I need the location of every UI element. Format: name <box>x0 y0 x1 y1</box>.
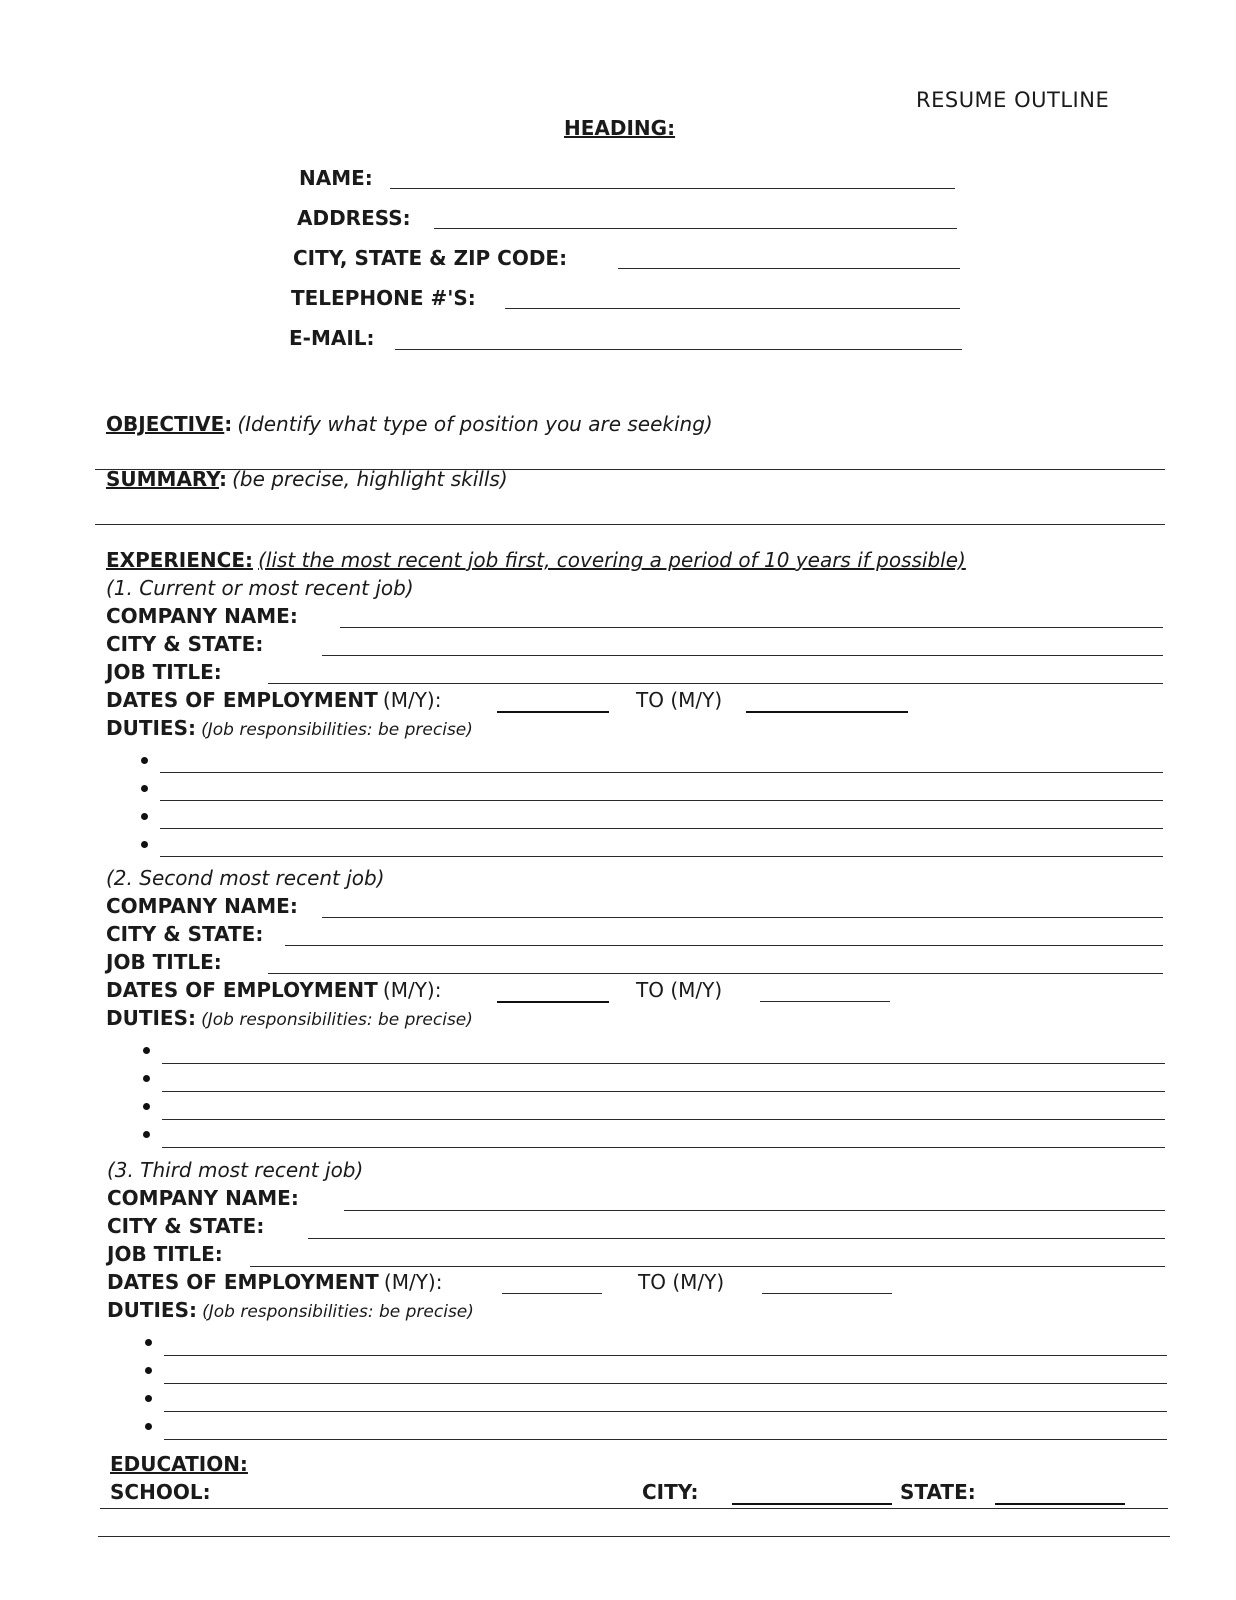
job-1-company-field[interactable] <box>340 627 1163 628</box>
job-2-duty-bullet <box>143 1131 150 1138</box>
summary-row <box>106 467 508 491</box>
objective-label: OBJECTIVE <box>106 412 225 436</box>
document-title: RESUME OUTLINE <box>916 88 1110 112</box>
job-1-duties-row <box>106 716 473 740</box>
summary-colon: : <box>218 467 227 491</box>
objective-hint: (Identify what type of position you are seeking) <box>237 412 713 436</box>
job-2-caption: (2. Second most recent job) <box>106 866 385 890</box>
experience-label: EXPERIENCE: <box>106 548 253 572</box>
job-3-job-title-label: JOB TITLE: <box>107 1242 223 1266</box>
school-label: SCHOOL: <box>110 1480 211 1504</box>
job-3-duty-bullet <box>145 1339 152 1346</box>
job-3-job-title-field[interactable] <box>250 1266 1165 1267</box>
education-extra-line[interactable] <box>98 1536 1170 1537</box>
job-3-city-state-field[interactable] <box>308 1238 1165 1239</box>
job-1-duties-label: DUTIES: <box>106 716 196 740</box>
job-2-company-label: COMPANY NAME: <box>106 894 298 918</box>
job-3-caption: (3. Third most recent job) <box>107 1158 364 1182</box>
job-1-to-label: TO (M/Y) <box>636 688 723 712</box>
address-label: ADDRESS: <box>297 206 411 230</box>
job-1-duty-bullet <box>141 785 148 792</box>
job-3-start-date-field[interactable] <box>502 1293 602 1294</box>
address-field[interactable] <box>434 228 957 229</box>
job-3-dates-unit: (M/Y): <box>383 1270 443 1294</box>
job-2-job-title-label: JOB TITLE: <box>106 950 222 974</box>
job-2-duty-bullet <box>143 1075 150 1082</box>
job-1-end-date-field[interactable] <box>746 711 908 713</box>
job-3-end-date-field[interactable] <box>762 1293 892 1294</box>
education-state-field[interactable] <box>995 1503 1125 1505</box>
job-1-dates-row <box>106 688 441 712</box>
job-2-duty-field[interactable] <box>162 1119 1165 1120</box>
job-2-duty-bullet <box>143 1103 150 1110</box>
job-1-duties-hint: (Job responsibilities: be precise) <box>201 720 473 740</box>
school-field[interactable] <box>100 1508 1168 1509</box>
telephone-label: TELEPHONE #'S: <box>291 286 476 310</box>
job-2-company-field[interactable] <box>322 917 1163 918</box>
job-1-duty-field[interactable] <box>160 772 1163 773</box>
objective-row <box>106 412 713 436</box>
job-3-to-label: TO (M/Y) <box>638 1270 725 1294</box>
job-2-dates-label: DATES OF EMPLOYMENT <box>106 978 378 1002</box>
job-1-dates-label: DATES OF EMPLOYMENT <box>106 688 378 712</box>
education-label: EDUCATION: <box>110 1452 248 1476</box>
job-3-company-field[interactable] <box>344 1210 1165 1211</box>
job-3-duty-bullet <box>145 1423 152 1430</box>
email-label: E-MAIL: <box>289 326 375 350</box>
job-2-job-title-field[interactable] <box>268 973 1163 974</box>
job-2-duties-label: DUTIES: <box>106 1006 196 1030</box>
job-3-duty-bullet <box>145 1395 152 1402</box>
job-2-duties-hint: (Job responsibilities: be precise) <box>201 1010 473 1030</box>
job-1-duty-bullet <box>141 813 148 820</box>
job-3-duties-row <box>107 1298 474 1322</box>
education-city-field[interactable] <box>732 1503 892 1505</box>
state-label: STATE: <box>900 1480 976 1504</box>
job-1-city-state-field[interactable] <box>322 655 1163 656</box>
job-1-duty-field[interactable] <box>160 828 1163 829</box>
experience-hint: (list the most recent job first, covering a period of 10 years if possible) <box>258 548 966 572</box>
city-label: CITY: <box>642 1480 699 1504</box>
city-state-zip-field[interactable] <box>618 268 960 269</box>
telephone-field[interactable] <box>505 308 960 309</box>
city-state-zip-label: CITY, STATE & ZIP CODE: <box>293 246 568 270</box>
job-3-city-state-label: CITY & STATE: <box>107 1214 265 1238</box>
job-2-start-date-field[interactable] <box>497 1001 609 1003</box>
job-1-duty-field[interactable] <box>160 800 1163 801</box>
job-1-duty-field[interactable] <box>160 856 1163 857</box>
objective-colon: : <box>224 412 233 436</box>
summary-hint: (be precise, highlight skills) <box>232 467 508 491</box>
job-2-to-label: TO (M/Y) <box>636 978 723 1002</box>
job-3-duty-field[interactable] <box>164 1439 1167 1440</box>
job-2-end-date-field[interactable] <box>760 1001 890 1002</box>
job-2-duty-bullet <box>143 1047 150 1054</box>
job-1-dates-unit: (M/Y): <box>382 688 442 712</box>
job-1-company-label: COMPANY NAME: <box>106 604 298 628</box>
job-3-duties-label: DUTIES: <box>107 1298 197 1322</box>
email-field[interactable] <box>395 349 962 350</box>
job-1-caption: (1. Current or most recent job) <box>106 576 414 600</box>
summary-field[interactable] <box>95 524 1165 525</box>
job-3-dates-row <box>107 1270 442 1294</box>
name-label: NAME: <box>299 166 373 190</box>
job-2-duty-field[interactable] <box>162 1063 1165 1064</box>
name-field[interactable] <box>390 188 955 189</box>
experience-row <box>106 548 966 572</box>
job-2-dates-row <box>106 978 441 1002</box>
heading-label: HEADING: <box>564 116 676 140</box>
job-1-duty-bullet <box>141 757 148 764</box>
job-3-company-label: COMPANY NAME: <box>107 1186 299 1210</box>
job-3-duty-field[interactable] <box>164 1411 1167 1412</box>
job-3-duty-field[interactable] <box>164 1355 1167 1356</box>
job-1-duty-bullet <box>141 841 148 848</box>
job-2-duty-field[interactable] <box>162 1091 1165 1092</box>
job-3-duty-field[interactable] <box>164 1383 1167 1384</box>
job-3-dates-label: DATES OF EMPLOYMENT <box>107 1270 379 1294</box>
job-1-job-title-label: JOB TITLE: <box>106 660 222 684</box>
job-1-job-title-field[interactable] <box>268 683 1163 684</box>
job-2-dates-unit: (M/Y): <box>382 978 442 1002</box>
job-2-duties-row <box>106 1006 473 1030</box>
job-1-start-date-field[interactable] <box>497 711 609 713</box>
summary-label: SUMMARY <box>106 467 219 491</box>
job-2-duty-field[interactable] <box>162 1147 1165 1148</box>
job-2-city-state-label: CITY & STATE: <box>106 922 264 946</box>
job-3-duty-bullet <box>145 1367 152 1374</box>
job-1-city-state-label: CITY & STATE: <box>106 632 264 656</box>
job-2-city-state-field[interactable] <box>285 945 1163 946</box>
job-3-duties-hint: (Job responsibilities: be precise) <box>202 1302 474 1322</box>
